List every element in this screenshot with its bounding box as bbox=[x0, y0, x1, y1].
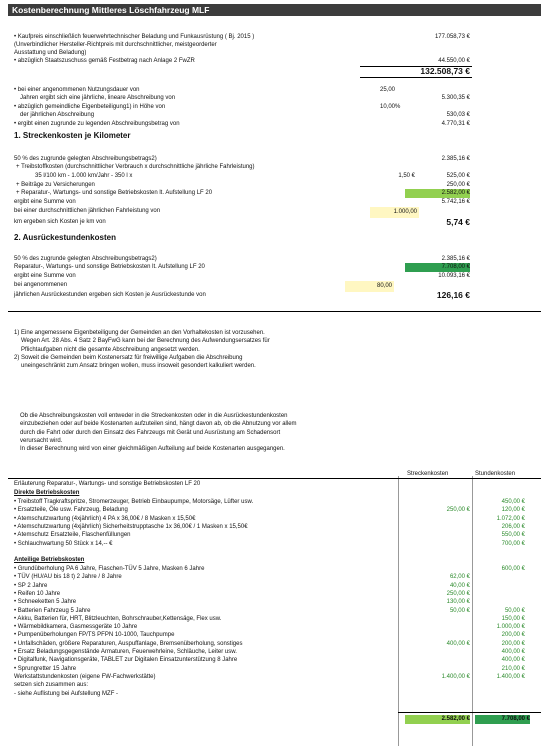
proportional-cost-row-label: • Schneeketten 5 Jahre bbox=[14, 599, 77, 606]
column-header-hours: Stundenkosten bbox=[475, 471, 516, 477]
distance-cost-param: 1.000,00 bbox=[370, 207, 419, 218]
depreciation-label: • ergibt einen zugrunde zu legenden Abschreibungsbetrag von bbox=[14, 120, 180, 127]
distance-cost-row bbox=[0, 207, 549, 217]
proportional-cost-row-label: • TÜV (HU/AU bis 18 t) 2 Jahre / 8 Jahre bbox=[14, 574, 122, 581]
proportional-cost-row-label: • SP 2 Jahre bbox=[14, 582, 48, 589]
distance-cost-label: 35 l/100 km - 1.000 km/Jahr - 350 l x bbox=[35, 173, 133, 179]
proportional-cost-row-hours-value: 200,00 € bbox=[501, 640, 525, 647]
depreciation-value: 4.770,31 € bbox=[441, 120, 470, 127]
proportional-cost-row bbox=[0, 690, 549, 700]
explanation-text: verursacht wird. bbox=[20, 437, 63, 444]
price-label: Ausstattung und Beladung) bbox=[14, 50, 87, 56]
proportional-cost-row-hours-value: 200,00 € bbox=[501, 632, 525, 639]
proportional-cost-row-label: • Unfallschäden, größere Reparaturen, Auspuffanlage, Bremsenüberholung, sonstiges bbox=[14, 640, 243, 647]
distance-cost-value: 250,00 € bbox=[446, 182, 470, 188]
proportional-cost-row-distance-value: 1.400,00 € bbox=[441, 673, 470, 680]
price-total-row bbox=[0, 67, 549, 77]
direct-cost-row-hours-value: 120,00 € bbox=[501, 507, 525, 514]
table-title: Erläuterung Reparatur-, Wartungs- und sonstige Betriebskosten LF 20 bbox=[14, 481, 201, 487]
distance-cost-param: 1,50 € bbox=[398, 173, 415, 179]
price-label: • Kaufpreis einschließlich feuerwehrtechnischer Beladung und Funkausrüstung ( Bj. 2015 ) bbox=[14, 34, 255, 40]
direct-cost-row-label: • Atemschutz Ersatzteile, Flaschenfüllungen bbox=[14, 532, 131, 539]
footnote-text: Pflichtaufgaben nicht die gesamte Abschreibung angesetzt werden. bbox=[21, 346, 200, 353]
direct-cost-row-label: • Ersatzteile, Öle usw. Fahrzeug, Beladung bbox=[14, 507, 128, 514]
hour-cost-row bbox=[0, 291, 549, 301]
explanation-line bbox=[0, 445, 549, 455]
direct-cost-row-hours-value: 1.072,00 € bbox=[496, 515, 525, 522]
proportional-cost-row-distance-value: 40,00 € bbox=[449, 582, 470, 589]
depreciation-param: 25,00 bbox=[380, 87, 396, 93]
proportional-cost-row-label: • Ersatz Beladungsgegenstände Armaturen, Feuerwehrleine, Schläuche, Leiter usw. bbox=[14, 649, 237, 655]
proportional-cost-row-hours-value: 600,00 € bbox=[501, 566, 525, 572]
proportional-cost-row-distance-value: 62,00 € bbox=[449, 574, 470, 581]
depreciation-label: • abzüglich gemeindliche Eigenbeteiligung1) in Höhe von bbox=[14, 103, 166, 110]
proportional-cost-row-distance-value: 130,00 € bbox=[446, 599, 470, 606]
section-1-title: 1. Streckenkosten je Kilometer bbox=[14, 131, 131, 140]
divider bbox=[360, 77, 472, 78]
proportional-cost-row-hours-value: 1.400,00 € bbox=[496, 673, 525, 680]
proportional-cost-row-distance-value: 50,00 € bbox=[449, 607, 470, 614]
distance-cost-label: ergibt eine Summe von bbox=[14, 199, 76, 205]
proportional-cost-row-label: • Grundüberholung PA 6 Jahre, Flaschen-TÜV 5 Jahre, Masken 6 Jahre bbox=[14, 566, 205, 572]
proportional-cost-row-label: • Digitalfunk, Navigationsgeräte, TABLET zur Digitalen Einsatzunterstützung 8 Jahre bbox=[14, 657, 238, 664]
direct-cost-row-label: • Atemschutzwartung (4xjährlich) Sicherheitstrupptasche 1x 36,00€ / 1 Masken x 15,50€ bbox=[14, 523, 248, 530]
explanation-text: einzubeziehen oder auf beide Kostenarten aufzuteilen sind, hängt davon ab, ob die Abnutzung vor allem bbox=[20, 421, 297, 428]
hour-cost-label: 50 % des zugrunde gelegten Abschreibungsbetrags2) bbox=[14, 256, 157, 262]
price-value: 177.058,73 € bbox=[434, 34, 470, 40]
divider bbox=[8, 311, 541, 312]
proportional-cost-row-hours-value: 1.000,00 € bbox=[496, 624, 525, 631]
direct-cost-row-hours-value: 550,00 € bbox=[501, 532, 525, 539]
distance-cost-value: 525,00 € bbox=[446, 173, 470, 179]
distance-cost-value: 2.385,16 € bbox=[441, 156, 470, 162]
distance-cost-label: km ergeben sich Kosten je km von bbox=[14, 219, 106, 225]
distance-cost-value: 5.742,16 € bbox=[441, 199, 470, 205]
hour-cost-value: 7.708,00 € bbox=[405, 263, 470, 272]
section-2-title: 2. Ausrückestundenkosten bbox=[14, 233, 116, 242]
hour-cost-label: ergibt eine Summe von bbox=[14, 273, 76, 279]
hour-cost-label: Reparatur-, Wartungs- und sonstige Betriebskosten lt. Aufstellung LF 20 bbox=[14, 264, 205, 270]
footnote-text: 2) Soweit die Gemeinden beim Kostenersatz für freiwillige Aufgaben die Abschreibung bbox=[14, 354, 243, 361]
footnote-text: uneingeschränkt zum Ansatz bringen wollen, muss insoweit gesondert kalkuliert werden. bbox=[21, 363, 256, 370]
depreciation-label: der jährlichen Abschreibung bbox=[20, 112, 95, 119]
section-heading bbox=[0, 131, 549, 141]
divider bbox=[398, 712, 541, 713]
hour-cost-value: 126,16 € bbox=[436, 290, 470, 300]
explanation-text: In dieser Berechnung wird von einer gleichmäßigen Aufteilung auf beide Kostenarten ausgegangen. bbox=[20, 446, 285, 453]
section-heading bbox=[0, 233, 549, 243]
proportional-cost-row-label: • Akku, Batterien für, HRT, Blitzleuchten, Bohrschrauber,Kettensäge, Flex usw. bbox=[14, 615, 222, 622]
proportional-cost-row-label: • Wärmebildkamera, Gasmessgeräte 10 Jahre bbox=[14, 624, 138, 631]
price-total: 132.508,73 € bbox=[420, 66, 470, 76]
proportional-cost-row-label: setzen sich zusammen aus: bbox=[14, 682, 89, 689]
column-header-distance: Streckenkosten bbox=[407, 471, 449, 477]
proportional-cost-row-label: • Reifen 10 Jahre bbox=[14, 590, 61, 597]
proportional-cost-row-hours-value: 150,00 € bbox=[501, 615, 525, 622]
distance-cost-row bbox=[0, 218, 549, 228]
direct-cost-row-label: • Atemschutzwartung (4xjährlich) 4 PA x 36,00€ / 8 Masken x 15,50€ bbox=[14, 515, 196, 522]
direct-cost-row bbox=[0, 540, 549, 550]
proportional-cost-row-label: Werkstattstundenkosten (eigene FW-Fachwerkstätte) bbox=[14, 673, 156, 680]
direct-cost-row-hours-value: 450,00 € bbox=[501, 499, 525, 505]
proportional-cost-row-hours-value: 50,00 € bbox=[504, 607, 525, 614]
hour-cost-label: jährlichen Ausrückestunden ergeben sich Kosten je Ausrückestunde von bbox=[14, 292, 206, 298]
footnote-text: Wegen Art. 28 Abs. 4 Satz 2 BayFwG kann bei der Berechnung des Aufwendungsersatzes für bbox=[21, 338, 270, 345]
direct-cost-row-hours-value: 700,00 € bbox=[501, 540, 525, 547]
distance-cost-label: bei einer durchschnittlichen jährlichen Fahrleistung von bbox=[14, 208, 161, 214]
distance-cost-label: + Beiträge zu Versicherungen bbox=[16, 182, 95, 188]
direct-cost-row-label: • Treibstoff Tragkraftspritze, Stromerzeuger, Betrieb Einbaupumpe, Motorsäge, Lüfter usw. bbox=[14, 499, 254, 505]
explanation-text: Ob die Abschreibungskosten voll entweder in die Streckenkosten oder in die Ausrückestundenkosten bbox=[20, 413, 288, 419]
proportional-costs-title: Anteilige Betriebskosten bbox=[14, 556, 85, 563]
price-label: • abzüglich Staatszuschuss gemäß Festbetrag nach Anlage 2 FwZR bbox=[14, 58, 195, 64]
page-title: Kostenberechnung Mittleres Löschfahrzeug MLF bbox=[8, 4, 541, 16]
divider bbox=[8, 478, 541, 479]
footnote-text: 1) Eine angemessene Eigenbeteiligung der Gemeinden an den Vorhaltekosten ist vorzusehen. bbox=[14, 330, 265, 336]
depreciation-label: • bei einer angenommenen Nutzungsdauer von bbox=[14, 87, 140, 93]
depreciation-param: 10,00% bbox=[380, 103, 401, 110]
proportional-cost-row-hours-value: 400,00 € bbox=[501, 649, 525, 655]
direct-cost-row-distance-value: 250,00 € bbox=[446, 507, 470, 514]
proportional-cost-row-hours-value: 400,00 € bbox=[501, 657, 525, 664]
hour-cost-param: 80,00 bbox=[345, 281, 394, 292]
price-value: 44.550,00 € bbox=[438, 58, 470, 64]
distance-cost-label: + Reparatur-, Wartungs- und sonstige Betriebskosten lt. Aufstellung LF 20 bbox=[16, 190, 213, 196]
depreciation-value: 5.300,35 € bbox=[441, 95, 470, 102]
total-hours: 7.708,00 € bbox=[475, 715, 530, 724]
footnote-line bbox=[0, 362, 549, 372]
proportional-cost-row-label: • Pumpenüberholungen FP/TS PFPN 10-1000, Tauchpumpe bbox=[14, 632, 175, 639]
price-label: (Unverbindlicher Hersteller-Richtpreis mit durchschnittlicher, meistgeorderter bbox=[14, 42, 217, 48]
proportional-cost-row-distance-value: 250,00 € bbox=[446, 590, 470, 597]
distance-cost-value: 5,74 € bbox=[446, 217, 470, 227]
distance-cost-label: 50 % des zugrunde gelegten Abschreibungsbetrags2) bbox=[14, 156, 157, 162]
depreciation-label: Jahren ergibt sich eine jährliche, lineare Abschreibung von bbox=[20, 95, 176, 102]
direct-cost-row-label: • Schlauchwartung 50 Stück x 14,-- € bbox=[14, 540, 113, 547]
explanation-text: durch die Fahrt oder durch den Einsatz des Fahrzeugs mit Gerät und Ausrüstung am Schadensort bbox=[20, 429, 281, 436]
distance-cost-value: 2.582,00 € bbox=[405, 189, 470, 198]
distance-cost-label: + Treibstoffkosten (durchschnittlicher Verbrauch x durchschnittliche jährliche Fahrleistung) bbox=[16, 164, 255, 170]
hour-cost-value: 2.385,16 € bbox=[441, 256, 470, 262]
direct-cost-row-hours-value: 206,00 € bbox=[501, 523, 525, 530]
depreciation-row bbox=[0, 120, 549, 130]
proportional-cost-row-label: • Batterien Fahrzeug 5 Jahre bbox=[14, 607, 91, 614]
proportional-cost-row-distance-value: 400,00 € bbox=[446, 640, 470, 647]
totals-row bbox=[0, 715, 549, 725]
direct-costs-title: Direkte Betriebskosten bbox=[14, 490, 80, 496]
proportional-cost-row-label: • Sprungretter 15 Jahre bbox=[14, 665, 77, 672]
depreciation-value: 530,03 € bbox=[446, 112, 470, 119]
total-distance: 2.582,00 € bbox=[405, 715, 470, 724]
proportional-cost-row-hours-value: 210,00 € bbox=[501, 665, 525, 672]
proportional-cost-row-label: - siehe Auflistung bei Aufstellung MZF - bbox=[14, 690, 119, 697]
hour-cost-value: 10.093,16 € bbox=[438, 273, 470, 279]
hour-cost-label: bei angenommenen bbox=[14, 282, 68, 288]
